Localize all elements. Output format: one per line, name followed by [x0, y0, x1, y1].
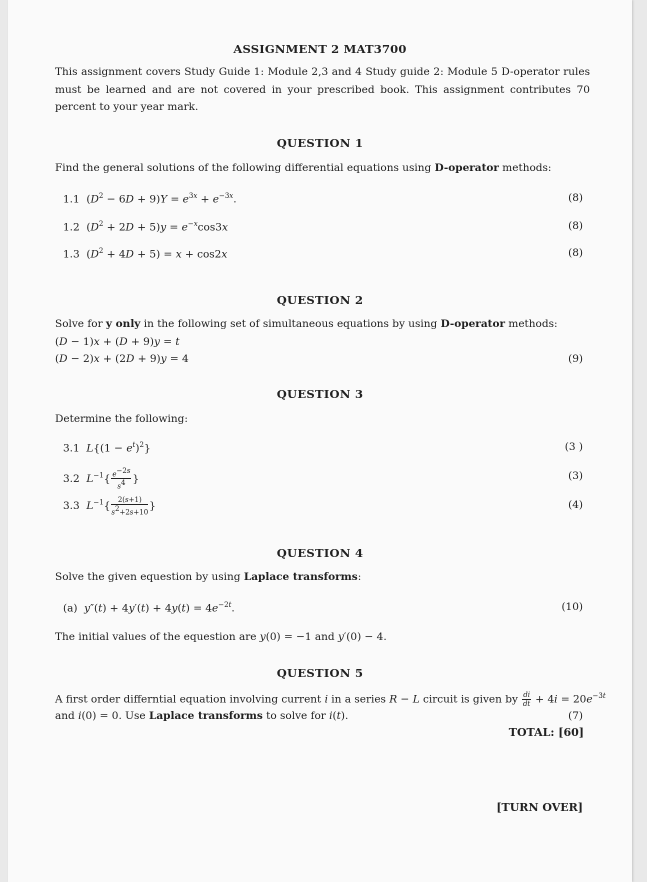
question-1-3-marks: (8) — [568, 247, 583, 259]
assignment-page — [8, 0, 632, 882]
question-5-marks: (7) — [568, 710, 583, 722]
question-3-1: 3.1 $L\{(1 - e^t)^2\}$ — [63, 441, 151, 455]
question-5-text-line-1: A first order differntial equation involving current i in a series R − L circuit is given by $\frac{di}{dt}$ + $4i = 20e^{-3t}$ — [55, 691, 606, 708]
question-1-2-marks: (8) — [568, 220, 583, 232]
turn-over-note: [TURN OVER] — [496, 801, 583, 814]
question-3-2-marks: (3) — [568, 470, 583, 482]
question-3-1-marks: (3 ) — [564, 441, 583, 453]
intro-paragraph: This assignment covers Study Guide 1: Module 2,3 and 4 Study guide 2: Module 5 D-operator rules must be learned and are not covered in your prescribed book. This assignment contributes 70 percent to your year mark. — [55, 66, 590, 113]
question-1-1-marks: (8) — [568, 192, 583, 204]
total-marks: TOTAL: [60] — [508, 726, 584, 739]
question-2-equation-2: (D − 2)x + (2D + 9)y = 4 — [55, 353, 189, 365]
question-3-3: 3.3 $L^{-1}${ $\frac{2(s+1)}{s^2+2s+10}$ } — [63, 496, 156, 517]
question-1-2: 1.2 $(D^2 + 2D + 5)y = e^{-x}\cos 3x$ — [63, 220, 228, 234]
question-3-instruction: Determine the following: — [55, 413, 188, 425]
question-1-instruction: Find the general solutions of the following differential equations using D-operator methods: — [55, 162, 552, 174]
question-4-initial-values: The initial values of the equestion are y(0) = −1 and y′(0) − 4. — [55, 631, 387, 643]
question-3-heading: QUESTION 3 — [276, 387, 364, 401]
question-4-instruction: Solve the given equestion by using Laplace transforms: — [55, 571, 362, 583]
question-5-heading: QUESTION 5 — [276, 666, 364, 680]
question-4-a: (a) $y''(t) + 4y'(t) + 4y(t) = 4e^{-2t}$. — [63, 601, 235, 615]
question-4-marks: (10) — [561, 601, 583, 613]
question-3-2: 3.2 $L^{-1}${ $\frac{e^{-2s}}{s^4}$ } — [63, 467, 140, 491]
question-3-3-marks: (4) — [568, 499, 583, 511]
question-2-marks: (9) — [568, 353, 583, 365]
question-1-1: 1.1 $(D^2 - 6D + 9)Y = e^{3x} + e^{-3x}$. — [63, 192, 237, 206]
question-1-3: 1.3 $(D^2 + 4D + 5) = x + \cos 2x$ — [63, 247, 228, 261]
question-4-heading: QUESTION 4 — [276, 546, 364, 560]
question-2-heading: QUESTION 2 — [276, 293, 364, 307]
document-title: ASSIGNMENT 2 MAT3700 — [233, 42, 407, 56]
question-5-text-line-2: and i(0) = 0. Use Laplace transforms to solve for i(t). — [55, 710, 349, 722]
question-2-equation-1: (D − 1)x + (D + 9)y = t — [55, 336, 180, 348]
question-2-instruction: Solve for y only in the following set of simultaneous equations by using D-operator methods: — [55, 318, 558, 330]
question-1-heading: QUESTION 1 — [276, 136, 364, 150]
